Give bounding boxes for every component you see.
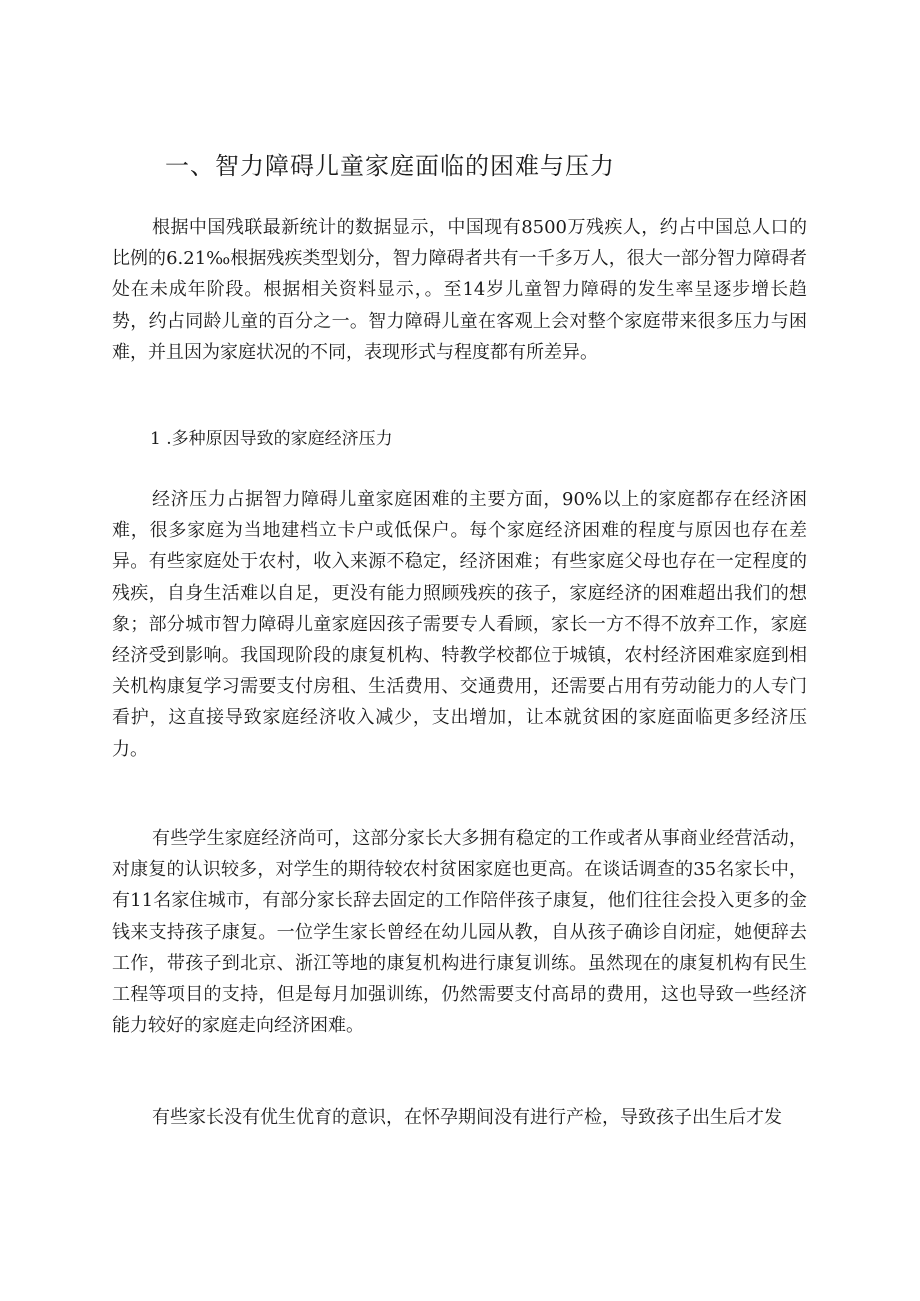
section-heading: 一、智力障碍儿童家庭面临的困难与压力 bbox=[165, 152, 615, 180]
subsection-heading: 1 .多种原因导致的家庭经济压力 bbox=[150, 429, 393, 449]
paragraph-statistics: 根据中国残联最新统计的数据显示，中国现有8500万残疾人，约占中国总人口的比例的6.21‰根据残疾类型划分，智力障碍者共有一千多万人，很大一部分智力障碍者处在未成年阶段。根据相关资料显示，。至14岁儿童智力障碍的发生率呈逐步增长趋势，约占同龄儿童的百分之一。智力障碍儿童在客观上会对整个家庭带来很多压力与困难，并且因为家庭状况的不同，表现形式与程度都有所差异。 bbox=[112, 217, 807, 363]
paragraph-economic-pressure: 经济压力占据智力障碍儿童家庭困难的主要方面，90%以上的家庭都存在经济困难，很多家庭为当地建档立卡户或低保户。每个家庭经济困难的程度与原因也存在差异。有些家庭处于农村，收入来源不稳定，经济困难；有些家庭父母也存在一定程度的残疾，自身生活难以自足，更没有能力照顾残疾的孩子，家庭经济的困难超出我们的想象；部分城市智力障碍儿童家庭因孩子需要专人看顾，家长一方不得不放弃工作，家庭经济受到影响。我国现阶段的康复机构、特教学校都位于城镇，农村经济困难家庭到相关机构康复学习需要支付房租、生活费用、交通费用，还需要占用有劳动能力的人专门看护，这直接导致家庭经济收入减少，支出增加，让本就贫困的家庭面临更多经济压力。 bbox=[112, 489, 807, 760]
paragraph-urban-families: 有些学生家庭经济尚可，这部分家长大多拥有稳定的工作或者从事商业经营活动，对康复的认识较多，对学生的期待较农村贫困家庭也更高。在谈话调查的35名家长中，有11名家住城市，有部分家长辞去固定的工作陪伴孩子康复，他们往往会投入更多的金钱来支持孩子康复。一位学生家长曾经在幼儿园从教，自从孩子确诊自闭症，她便辞去工作，带孩子到北京、浙江等地的康复机构进行康复训练。虽然现在的康复机构有民生工程等项目的支持，但是每月加强训练，仍然需要支付高昂的费用，这也导致一些经济能力较好的家庭走向经济困难。 bbox=[112, 828, 807, 1037]
paragraph-prenatal: 有些家长没有优生优育的意识，在怀孕期间没有进行产检，导致孩子出生后才发 bbox=[152, 1107, 782, 1128]
